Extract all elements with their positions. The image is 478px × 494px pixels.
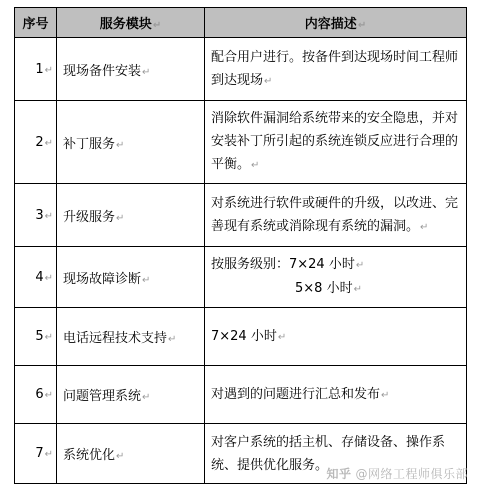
- header-description: 内容描述↵: [205, 8, 467, 38]
- row-no: 3↵: [15, 184, 57, 247]
- row-module: 电话远程技术支持↵: [57, 308, 205, 366]
- table-row: [15, 366, 467, 424]
- table-row: [15, 101, 467, 184]
- table-row: [15, 38, 467, 101]
- watermark-text: @网络工程师俱乐部: [355, 467, 468, 481]
- header-row: [15, 8, 467, 38]
- row-no: 7↵: [15, 424, 57, 484]
- watermark: [326, 465, 468, 482]
- row-description: 对客户系统的括主机、存储设备、操作系统、提供优化服务。: [205, 424, 467, 484]
- row-description: 对遇到的问题进行汇总和发布↵: [205, 366, 467, 424]
- row-module: 系统优化↵: [57, 424, 205, 484]
- row-description: 配合用户进行。按备件到达现场时间工程师到达现场↵: [205, 38, 467, 101]
- row-module: 升级服务↵: [57, 184, 205, 247]
- row-no: 1↵: [15, 38, 57, 101]
- row-no: 4↵: [15, 247, 57, 308]
- header-no: 序号: [15, 8, 57, 38]
- row-module: 补丁服务↵: [57, 101, 205, 184]
- row-description: 对系统进行软件或硬件的升级，以改进、完善现有系统或消除现有系统的漏洞。↵: [205, 184, 467, 247]
- zhihu-logo: 知乎: [326, 467, 352, 481]
- header-module: 服务模块↵: [57, 8, 205, 38]
- row-module: 问题管理系统↵: [57, 366, 205, 424]
- row-no: 5↵: [15, 308, 57, 366]
- row-description: 消除软件漏洞给系统带来的安全隐患，并对安装补丁所引起的系统连锁反应进行合理的平衡。↵: [205, 101, 467, 184]
- row-description: 按服务级别：7×24 小时↵ 5×8 小时↵: [205, 247, 467, 308]
- row-description: 7×24 小时↵: [205, 308, 467, 366]
- row-no: 2↵: [15, 101, 57, 184]
- row-module: 现场故障诊断↵: [57, 247, 205, 308]
- row-no: 6↵: [15, 366, 57, 424]
- table-row: [15, 308, 467, 366]
- table-row: [15, 184, 467, 247]
- service-table: [14, 7, 467, 484]
- row-module: 现场备件安装↵: [57, 38, 205, 101]
- table-row: [15, 247, 467, 308]
